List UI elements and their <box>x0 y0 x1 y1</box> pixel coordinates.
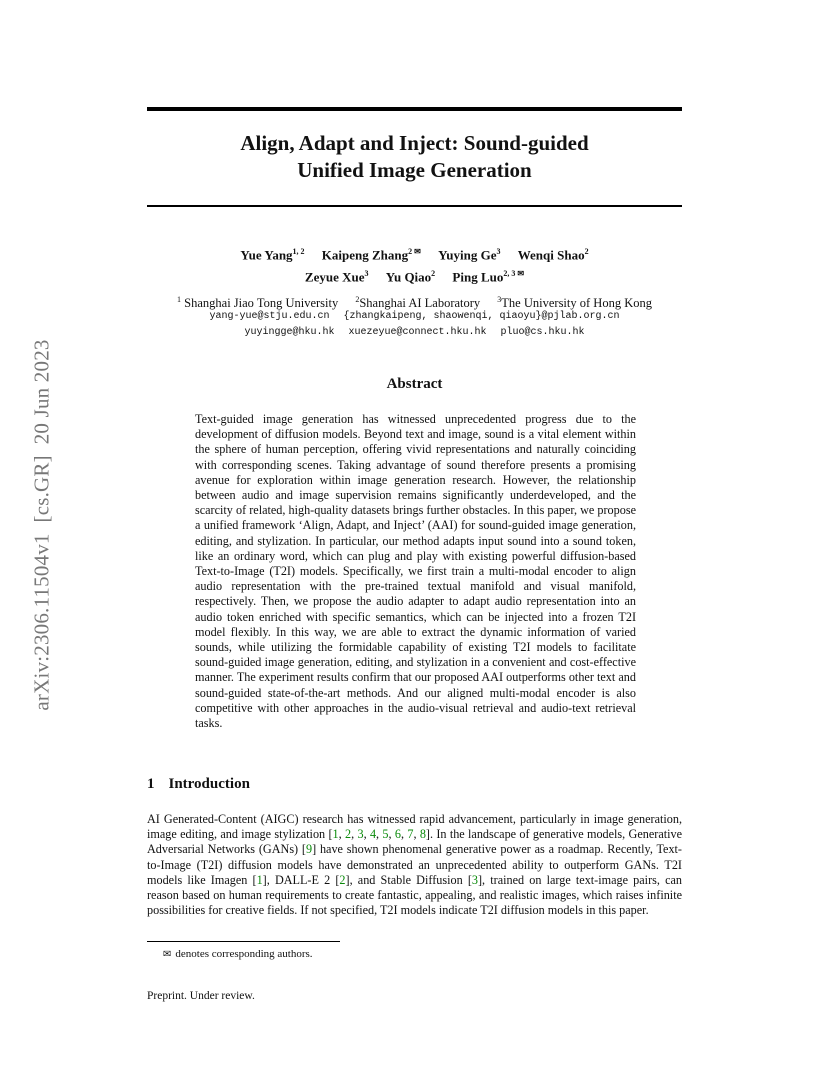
author-list <box>147 242 682 287</box>
author-name: Yuying Ge <box>438 247 497 263</box>
email-address[interactable]: pluo@cs.hku.hk <box>500 327 585 338</box>
intro-text: ], trained on large text-image pairs, can reason based on human requirements to create fantastic, appealing, and realistic images, which raises infinite possibilities for creative fields. If not specified, T2I models indicate T2I diffusion models in this paper. <box>147 872 682 918</box>
citation-link[interactable]: 3 <box>471 872 478 887</box>
intro-text: ] have shown phenomenal generative power as a roadmap. Recently, Text-to-Image (T2I) diffusion models have demonstrated an unprecedented ability to outperform GANs. T2I models like Imagen [ <box>147 842 682 887</box>
envelope-icon: ✉ <box>163 949 172 960</box>
author-name: Kaipeng Zhang <box>321 247 409 263</box>
author-affil-sup: 1, 2 <box>292 247 305 256</box>
email-address[interactable]: yang-yue@stju.edu.cn <box>209 311 330 322</box>
intro-text: ]. In the landscape of generative models, Generative Adversarial Networks (GANs) [ <box>147 827 683 857</box>
section-heading-introduction <box>147 776 250 793</box>
citation-link[interactable]: 9 <box>306 842 313 857</box>
author-name: Wenqi Shao <box>517 247 585 263</box>
author <box>322 242 421 264</box>
abstract-text: Text-guided image generation has witnessed unprecedented progress due to the development of diffusion models. Beyond text and image, sound is a vital element within the sphere of human perception, offering vivid representations and naturally coinciding with corresponding scenes. Taking advantage of sound therefore presents a promising avenue for exploration within image generation research. However, the relationship between audio and image supervision remains significantly underdeveloped, and the scarcity of related, high-quality datasets brings further obstacles. In this paper, we propose a unified framework ‘Align, Adapt, and Inject’ (AAI) for sound-guided image generation, editing, and stylization. In particular, our method adapts input sound into a sound token, like an ordinary word, which can plug and play with existing powerful diffusion-based Text-to-Image (T2I) models. Specifically, we first train a multi-modal encoder to align audio representation with the pre-trained textual manifold and visual manifold, respectively. Then, we propose the audio adapter to adapt audio representation into an audio token enriched with specific semantics, which can be injected into a frozen T2I model flexibly. In this way, we are able to extract the dynamic information of varied sounds, while utilizing the formidable capability of existing T2I models to facilitate sound-guided image generation, editing, and stylization in a convenient and cost-effective manner. The experiment results confirm that our proposed AAI outperforms other text and sound-guided state-of-the-art methods. And our aligned multi-modal encoder is also competitive with other approaches in the audio-visual retrieval and audio-text retrieval tasks. <box>195 412 636 731</box>
intro-text: AI Generated-Content (AIGC) research has witnessed rapid advancement, particularly in image generation, image editing, and image stylization [ <box>147 812 682 842</box>
author-name: Zeyue Xue <box>304 269 365 285</box>
citation-link[interactable]: 6 <box>394 827 401 842</box>
section-title: Introduction <box>168 776 250 792</box>
author-affil-sup: 2 <box>431 269 436 279</box>
intro-text: ], and Stable Diffusion [ <box>345 872 472 887</box>
arxiv-sidebar-stamp: arXiv:2306.11504v1 [cs.GR] 20 Jun 2023 <box>29 339 54 711</box>
author-line-2 <box>147 264 682 286</box>
preprint-notice: Preprint. Under review. <box>147 990 255 1002</box>
author-line-1 <box>147 242 682 264</box>
citation-link[interactable]: 4 <box>369 827 377 842</box>
footnote <box>163 948 313 960</box>
affiliation-name: The University of Hong Kong <box>501 296 652 311</box>
title-bottom-rule <box>147 205 682 207</box>
intro-text: ], DALL-E 2 [ <box>262 872 340 887</box>
footnote-rule <box>147 941 340 942</box>
email-line-1 <box>147 309 682 325</box>
abstract-heading: Abstract <box>386 376 443 392</box>
author-name: Yue Yang <box>240 247 293 263</box>
affiliation-sup: 2 <box>355 295 360 304</box>
title-line-1: Align, Adapt and Inject: Sound-guided <box>240 131 589 155</box>
affiliation-name: Shanghai Jiao Tong University <box>181 296 339 311</box>
affiliation-name: Shanghai AI Laboratory <box>359 296 481 311</box>
citation-link[interactable]: 2 <box>339 872 346 887</box>
author-affil-sup: 2 ✉ <box>408 247 421 256</box>
citation-link[interactable]: 8 <box>419 827 426 842</box>
citation-link[interactable]: 2 <box>345 827 352 842</box>
author <box>386 264 435 286</box>
author-name: Yu Qiao <box>385 269 432 285</box>
affiliation-sup: 3 <box>497 295 502 304</box>
author <box>438 242 500 264</box>
author <box>240 242 304 264</box>
affiliation-sup: 1 <box>177 295 182 304</box>
author-affil-sup: 3 <box>496 247 501 256</box>
citation-link[interactable]: 7 <box>407 827 414 842</box>
author-name: Ping Luo <box>452 269 504 285</box>
author <box>518 242 589 264</box>
author-emails <box>147 309 682 341</box>
author-affil-sup: 2, 3 ✉ <box>503 269 525 279</box>
email-line-2 <box>147 325 682 341</box>
introduction-paragraph: AI Generated-Content (AIGC) research has witnessed rapid advancement, particularly in image generation, image editing, and image stylization [1, 2, 3, 4, 5, 6, 7, 8]. In the landscape of generative models, Generative Adversarial Networks (GANs) [9] have shown phenomenal generative power as a roadmap. Recently, Text-to-Image (T2I) diffusion models have demonstrated an unprecedented ability to outperform GANs. T2I models like Imagen [1], DALL-E 2 [2], and Stable Diffusion [3], trained on large text-image pairs, can reason based on human requirements to create fantastic, appealing, and realistic images, which raises infinite possibilities for creative fields. If not specified, T2I models indicate T2I diffusion models in this paper. <box>147 812 683 918</box>
author-affil-sup: 3 <box>364 269 369 279</box>
author <box>305 264 369 286</box>
citation-link[interactable]: 1 <box>332 827 339 842</box>
author-affil-sup: 2 <box>584 247 589 256</box>
author <box>452 264 524 286</box>
email-address[interactable]: {zhangkaipeng, shaowenqi, qiaoyu}@pjlab.org.cn <box>343 311 620 322</box>
title-line-2: Unified Image Generation <box>297 158 532 182</box>
title-top-rule <box>147 107 682 111</box>
citation-link[interactable]: 3 <box>357 827 364 842</box>
footnote-text: denotes corresponding authors. <box>175 948 313 960</box>
paper-title <box>147 130 682 184</box>
section-number: 1 <box>147 776 155 792</box>
email-address[interactable]: yuyingge@hku.hk <box>244 327 335 338</box>
email-address[interactable]: xuezeyue@connect.hku.hk <box>348 327 487 338</box>
citation-link[interactable]: 1 <box>256 872 263 887</box>
citation-link[interactable]: 5 <box>382 827 389 842</box>
